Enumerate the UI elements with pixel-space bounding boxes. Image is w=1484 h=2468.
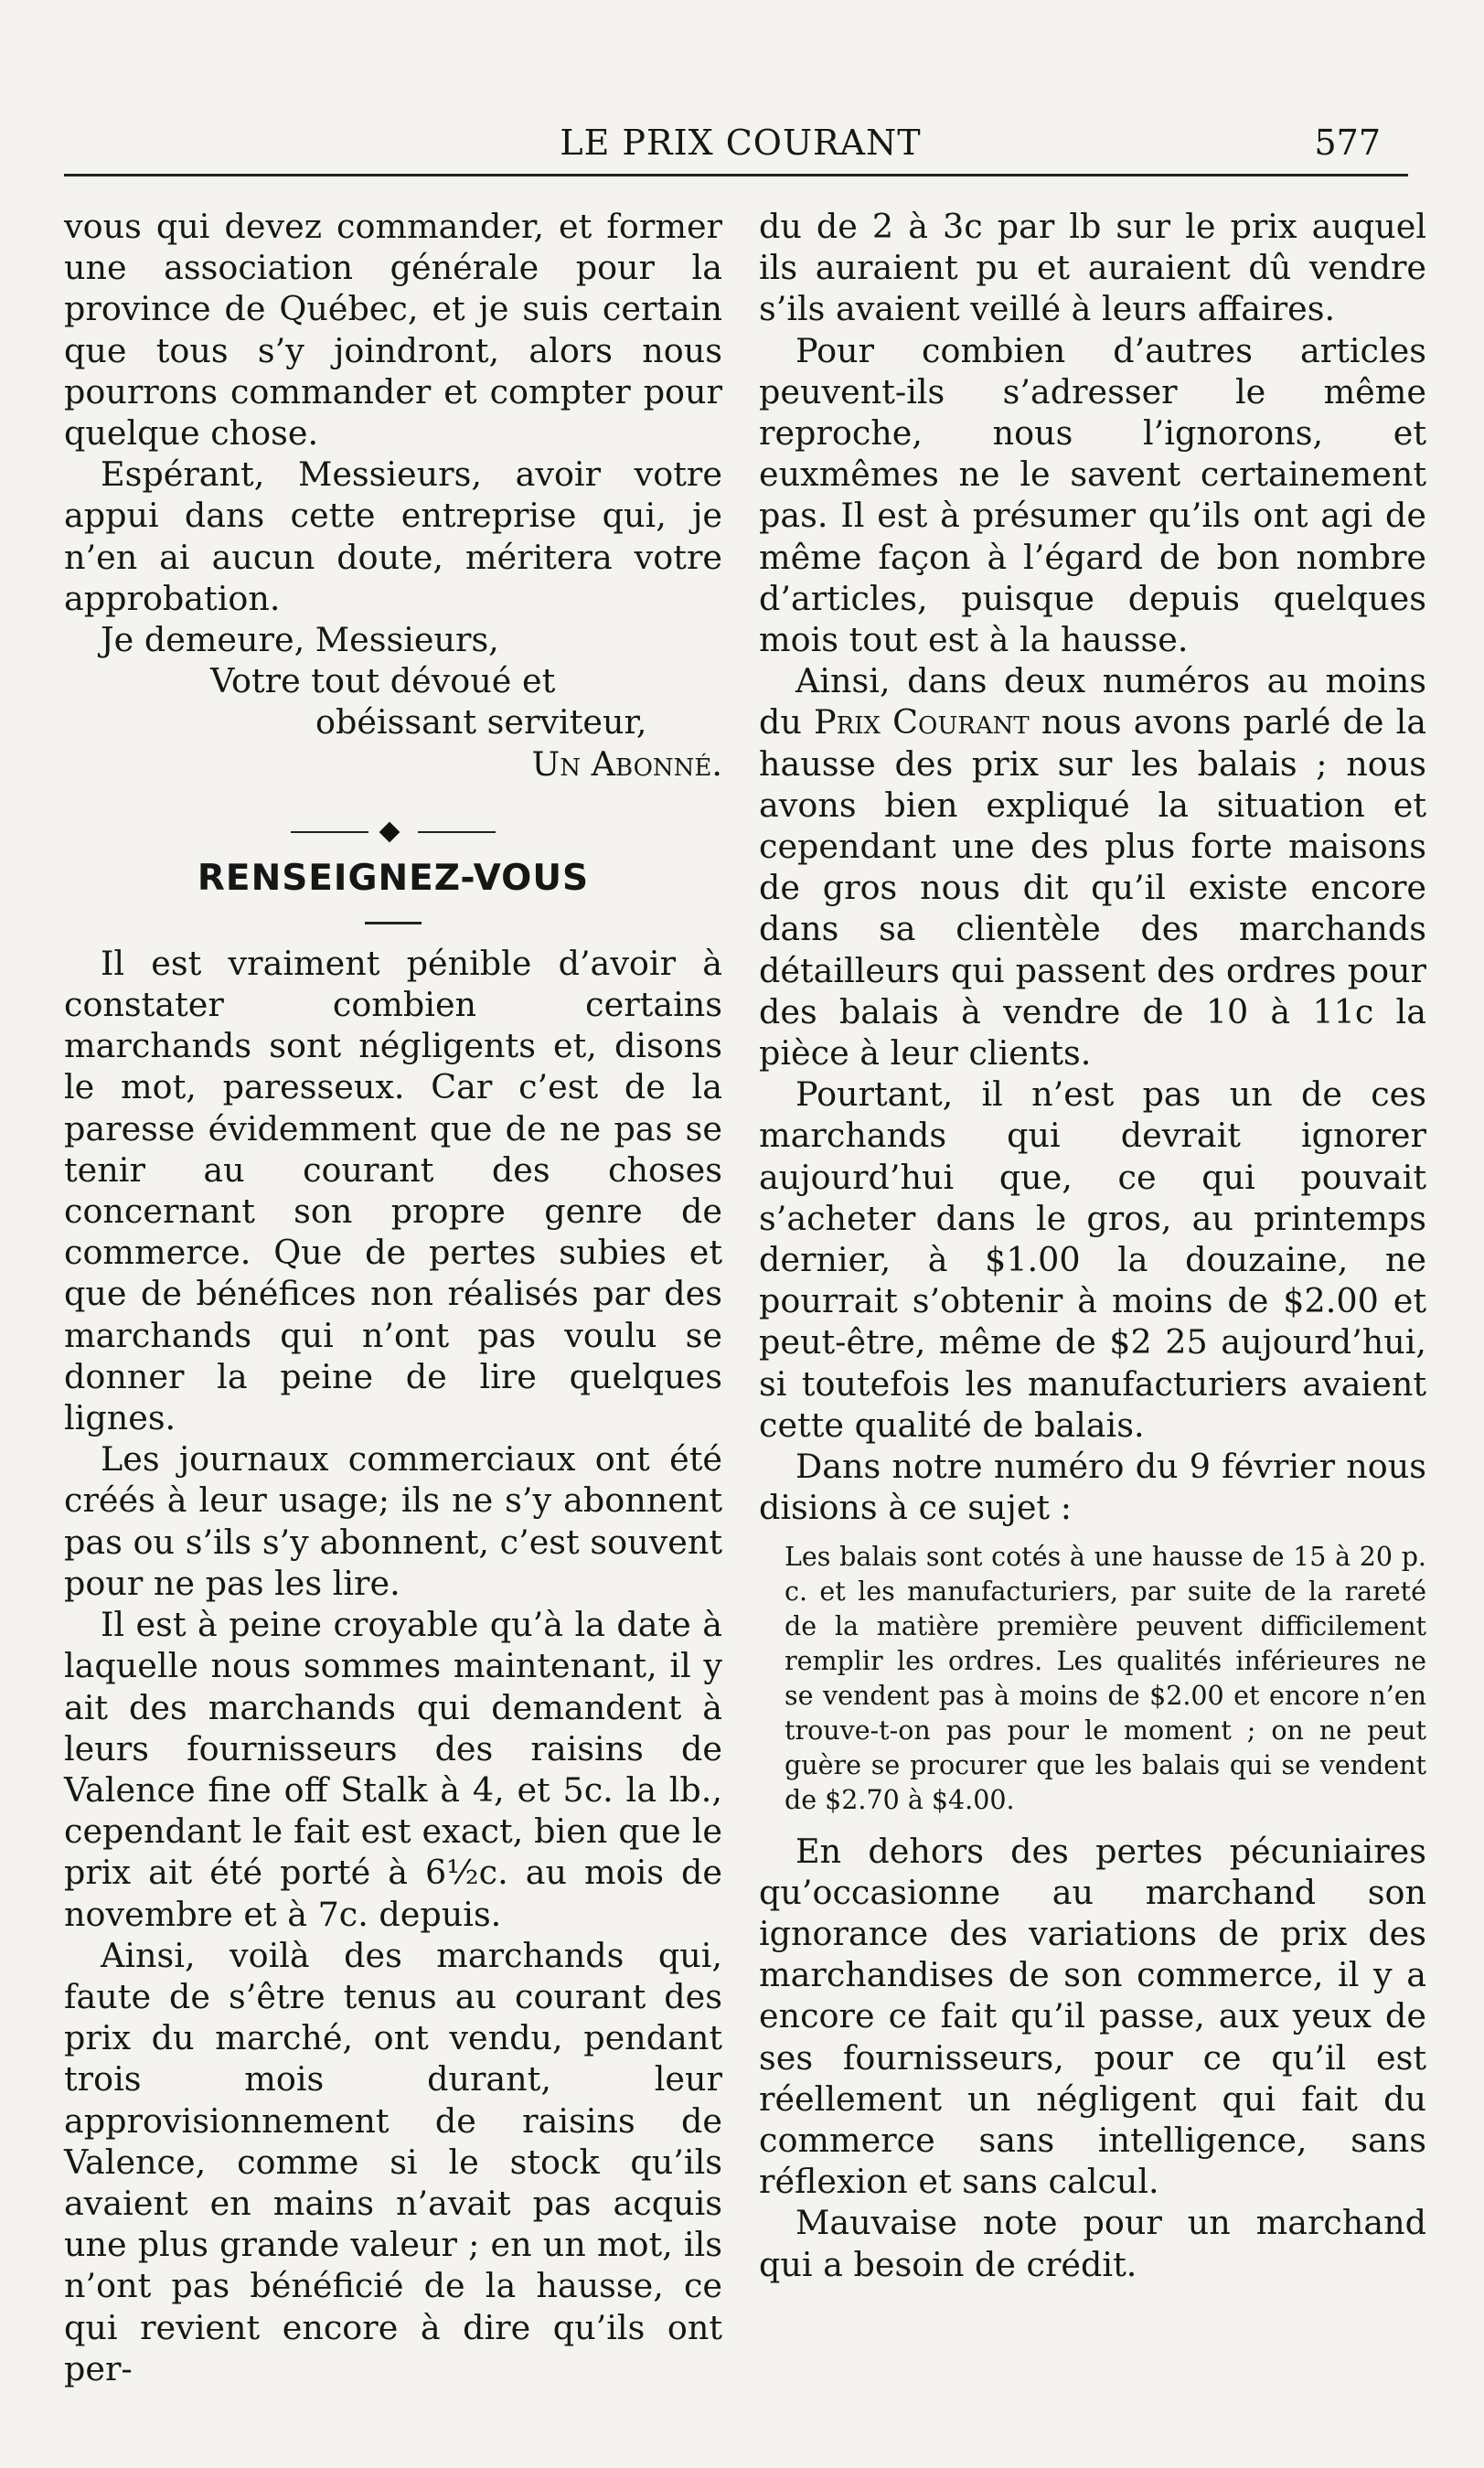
paragraph: Mauvaise note pour un marchand qui a besoin de crédit. xyxy=(759,2203,1426,2284)
section-ornament xyxy=(64,814,722,850)
paragraph: Il est à peine croyable qu’à la date à laquelle nous sommes maintenant, il y ait des marchands qui demandent à leurs fournisseurs des raisins de Valence fine off Stalk à 4, et 5c. la lb., cependant le fait est exact, bien que le prix ait été porté à 6½c. au mois de novembre et à 7c. depuis. xyxy=(64,1605,722,1934)
section-heading: RENSEIGNEZ-VOUS xyxy=(197,857,590,899)
paragraph: Pour combien d’autres articles peuvent-ils s’adresser le même reproche, nous l’ignorons, et euxmêmes ne le savent certainement pas. Il est à présumer qu’ils ont agi de même façon à l’égard de bon nombre d’articles, puisque depuis quelques mois tout est à la hausse. xyxy=(759,330,1426,660)
paragraph: En dehors des pertes pécuniaires qu’occasionne au marchand son ignorance des variations de prix des marchandises de son commerce, il y a encore ce fait qu’il passe, aux yeux de ses fournisseurs, pour ce qu’il est réellement un négligent qui fait du commerce sans intelligence, sans réflexion et sans calcul. xyxy=(759,1831,1426,2202)
page-number: 577 xyxy=(1314,123,1381,163)
ornament-line xyxy=(418,831,496,833)
header-rule xyxy=(64,174,1408,176)
paragraph: Les journaux commerciaux ont été créés à leur usage; ils ne s’y abonnent pas ou s’ils s’y abonnent, c’est souvent pour ne pas les lire. xyxy=(64,1439,722,1603)
text-run: nous avons parlé de la hausse des prix sur les balais ; nous avons bien expliqué la situation et cependant une des plus forte maisons de gros nous dit qu’il existe encore dans sa clientèle des marchands détailleurs qui passent des ordres pour des balais à vendre de 10 à 11c la pièce à leur clients. xyxy=(759,702,1427,1074)
paragraph: Il est vraiment pénible d’avoir à constater combien certains marchands sont négligents et, disons le mot, paresseux. Car c’est de la paresse évidemment que de ne pas se tenir au courant des choses concernant son propre genre de commerce. Que de pertes subies et que de bénéfices non réalisés par des marchands qui n’ont pas voulu se donner la peine de lire quelques lignes. xyxy=(64,943,722,1438)
journal-name: Prix Courant xyxy=(814,702,1030,743)
closing-line: obéissant serviteur, xyxy=(315,702,647,743)
quote-text: Les balais sont cotés à une hausse de 15 à 20 p. c. et les manufacturiers, par suite de la rareté de la matière première peuvent difficilement remplir les ordres. Les qualités inférieures ne se vendent pas à moins de $2.00 et encore n’en trouve-t-on pas pour le moment ; on ne peut guère se procurer que les balais qui se vendent de $2.70 à $4.00. xyxy=(785,1541,1426,1815)
right-column xyxy=(759,206,1426,2285)
heading-dash xyxy=(365,922,422,924)
quoted-excerpt xyxy=(785,1540,1426,1818)
running-title: LE PRIX COURANT xyxy=(560,123,922,163)
paragraph: Ainsi, voilà des marchands qui, faute de s’être tenus au courant des prix du marché, ont vendu, pendant trois mois durant, leur approvisionnement de raisins de Valence, comme si le stock qu’ils avaient en mains n’avait pas acquis une plus grande valeur ; en un mot, ils n’ont pas bénéficié de la hausse, ce qui revient encore à dire qu’ils ont per- xyxy=(64,1935,722,2388)
left-column xyxy=(64,206,722,2389)
paragraph: vous qui devez commander, et former une association générale pour la province de Québec, et je suis certain que tous s’y joindront, alors nous pourrons commander et compter pour quelque chose. xyxy=(64,207,722,454)
closing-line: Je demeure, Messieurs, xyxy=(101,620,499,660)
paragraph: Dans notre numéro du 9 février nous disions à ce sujet : xyxy=(759,1447,1426,1528)
ornament-line xyxy=(291,831,368,833)
paragraph xyxy=(759,660,1426,1074)
signature: Un Abonné. xyxy=(531,743,722,784)
page-header xyxy=(64,117,1417,172)
text-run: Ainsi, dans deux numéros au moins du xyxy=(759,661,1426,743)
paragraph: Pourtant, il n’est pas un de ces marchands qui devrait ignorer aujourd’hui que, ce qui pouvait s’acheter dans le gros, au printemps dernier, à $1.00 la douzaine, ne pourrait s’obtenir à moins de $2.00 et peut-être, même de $2 25 aujourd’hui, si toutefois les manufacturiers avaient cette qualité de balais. xyxy=(759,1074,1426,1445)
letter-closing xyxy=(64,619,722,785)
closing-line: Votre tout dévoué et xyxy=(210,661,556,701)
paragraph: Espérant, Messieurs, avoir votre appui dans cette entreprise qui, je n’en ai aucun doute, méritera votre approbation. xyxy=(64,454,722,618)
diamond-icon xyxy=(379,822,400,843)
paragraph: du de 2 à 3c par lb sur le prix auquel ils auraient pu et auraient dû vendre s’ils avaient veillé à leurs affaires. xyxy=(759,207,1426,329)
